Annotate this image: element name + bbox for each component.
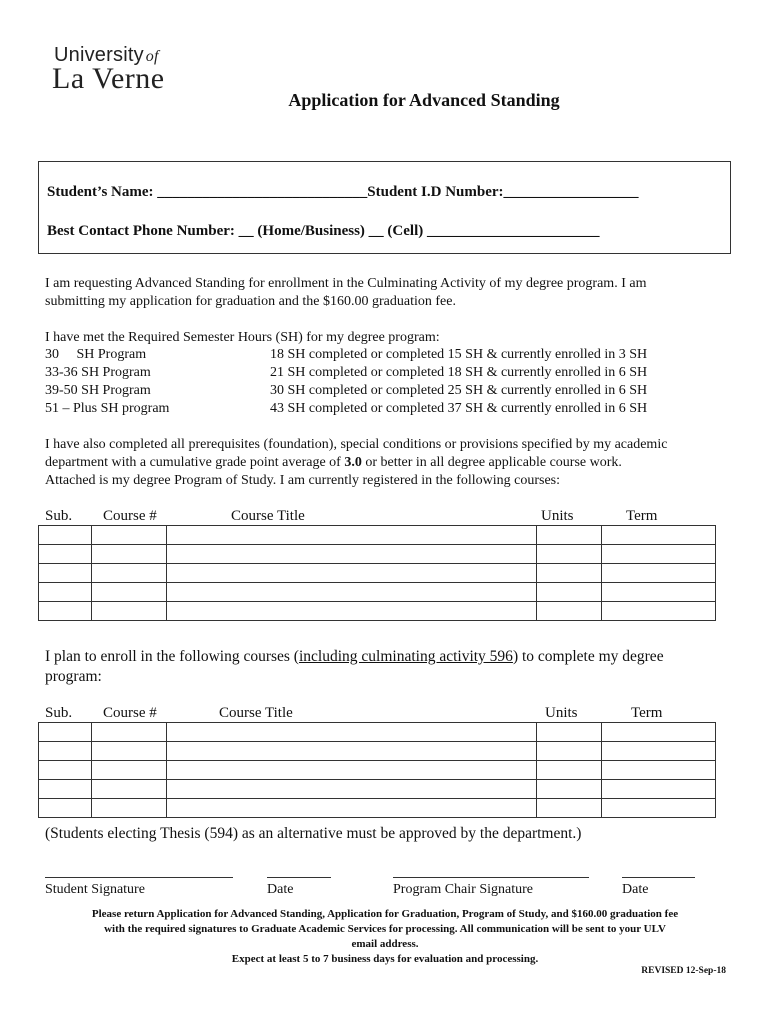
date-label-1: Date xyxy=(267,882,294,897)
date-line-1[interactable] xyxy=(267,877,331,878)
table-cell[interactable] xyxy=(167,761,537,780)
name-id-line xyxy=(47,184,639,201)
table-cell[interactable] xyxy=(167,780,537,799)
notice-line1: Please return Application for Advanced Standing, Application for Graduation, Program of Study, and $160.00 graduation fee xyxy=(91,908,679,920)
current-courses-table xyxy=(38,525,716,621)
notice-line3: email address. xyxy=(351,938,419,950)
table-cell[interactable] xyxy=(537,780,602,799)
table-cell[interactable] xyxy=(602,564,716,583)
sh-program-label: 30 SH Program xyxy=(45,347,147,362)
date-label-2: Date xyxy=(622,882,649,897)
prereq-text-b: or better in all degree applicable course work. xyxy=(361,455,622,470)
prereq-paragraph-line1: I have also completed all prerequisites (foundation), special conditions or provisions specified by my academic xyxy=(45,437,668,452)
date-line-2[interactable] xyxy=(622,877,695,878)
col-course-header: Course # xyxy=(103,508,157,524)
sh-program-desc: 30 SH completed or completed 25 SH & currently enrolled in 6 SH xyxy=(270,383,648,398)
col-units-header: Units xyxy=(541,508,574,524)
table-cell[interactable] xyxy=(537,583,602,602)
table-row xyxy=(39,742,716,761)
table-cell[interactable] xyxy=(537,761,602,780)
table-cell[interactable] xyxy=(167,564,537,583)
col-units-header: Units xyxy=(545,705,578,721)
notice-line2: with the required signatures to Graduate Academic Services for processing. All communication will be sent to your ULV xyxy=(104,923,666,935)
logo-la-verne-text: La Verne xyxy=(52,62,165,95)
culminating-activity-text: including culminating activity 596 xyxy=(298,648,513,665)
table-cell[interactable] xyxy=(39,799,92,818)
table-row xyxy=(39,545,716,564)
col-sub-header: Sub. xyxy=(45,705,73,721)
page-title-text: Application for Advanced Standing xyxy=(288,90,560,110)
student-id-field[interactable]: __________________ xyxy=(503,184,639,200)
table-cell[interactable] xyxy=(167,526,537,545)
table-cell[interactable] xyxy=(39,526,92,545)
table-cell[interactable] xyxy=(602,780,716,799)
revision-date: REVISED 12-Sep-18 xyxy=(641,966,726,976)
table-cell[interactable] xyxy=(167,742,537,761)
sh-program-desc: 21 SH completed or completed 18 SH & currently enrolled in 6 SH xyxy=(270,365,648,380)
table-cell[interactable] xyxy=(39,602,92,621)
table-cell[interactable] xyxy=(39,742,92,761)
request-paragraph-line2: submitting my application for graduation and the $160.00 graduation fee. xyxy=(45,294,456,309)
student-name-label: Student’s Name: xyxy=(47,184,154,200)
table-cell[interactable] xyxy=(537,602,602,621)
table-cell[interactable] xyxy=(537,564,602,583)
student-signature-label: Student Signature xyxy=(45,882,145,897)
plan-paragraph-line1 xyxy=(45,647,664,667)
table-cell[interactable] xyxy=(537,742,602,761)
gpa-value: 3.0 xyxy=(344,455,362,470)
table-cell[interactable] xyxy=(602,742,716,761)
sh-program-label: 39-50 SH Program xyxy=(45,383,151,398)
table-cell[interactable] xyxy=(537,545,602,564)
notice-line4: Expect at least 5 to 7 business days for evaluation and processing. xyxy=(231,953,539,965)
phone-line xyxy=(47,223,600,240)
table-cell[interactable] xyxy=(39,761,92,780)
phone-home-field[interactable]: __ xyxy=(238,223,254,239)
table-cell[interactable] xyxy=(39,780,92,799)
table-row xyxy=(39,761,716,780)
table-row xyxy=(39,723,716,742)
page-title xyxy=(0,90,770,111)
request-paragraph-line1: I am requesting Advanced Standing for enrollment in the Culminating Activity of my degree program. I am xyxy=(45,276,647,291)
col-term-header: Term xyxy=(631,705,663,721)
table-cell[interactable] xyxy=(92,545,167,564)
planned-courses-table xyxy=(38,722,716,818)
thesis-note: (Students electing Thesis (594) as an alternative must be approved by the department.) xyxy=(45,825,582,842)
table-cell[interactable] xyxy=(92,723,167,742)
table-cell[interactable] xyxy=(92,799,167,818)
logo-of-text: of xyxy=(145,48,159,65)
table-cell[interactable] xyxy=(602,799,716,818)
col-sub-header: Sub. xyxy=(45,508,73,524)
table-cell[interactable] xyxy=(92,526,167,545)
plan-text-b: ) to complete my degree xyxy=(512,648,664,665)
student-info-box xyxy=(38,161,731,254)
table-cell[interactable] xyxy=(39,583,92,602)
col-term-header: Term xyxy=(626,508,658,524)
table-cell[interactable] xyxy=(92,583,167,602)
table-cell[interactable] xyxy=(39,723,92,742)
table-row xyxy=(39,526,716,545)
col-title-header: Course Title xyxy=(219,705,293,721)
table-row xyxy=(39,602,716,621)
table-cell[interactable] xyxy=(39,564,92,583)
phone-label: Best Contact Phone Number: xyxy=(47,223,235,239)
table-cell[interactable] xyxy=(92,602,167,621)
table-cell[interactable] xyxy=(167,583,537,602)
student-name-field[interactable]: ____________________________ xyxy=(157,184,368,200)
prereq-text-a: department with a cumulative grade point average of xyxy=(45,455,345,470)
table-cell[interactable] xyxy=(537,723,602,742)
phone-number-field[interactable]: _______________________ xyxy=(427,223,600,239)
student-id-label: Student I.D Number: xyxy=(367,184,504,200)
prereq-paragraph-line3: Attached is my degree Program of Study. I am currently registered in the following courses: xyxy=(45,473,561,488)
logo-university-text: University xyxy=(54,44,144,66)
sh-program-desc: 43 SH completed or completed 37 SH & currently enrolled in 6 SH xyxy=(270,401,648,416)
table-cell[interactable] xyxy=(167,723,537,742)
table-cell[interactable] xyxy=(602,761,716,780)
table-row xyxy=(39,583,716,602)
sh-program-label: 51 – Plus SH program xyxy=(45,401,170,416)
table-cell[interactable] xyxy=(92,742,167,761)
table-cell[interactable] xyxy=(92,780,167,799)
table-cell[interactable] xyxy=(92,761,167,780)
col-title-header: Course Title xyxy=(231,508,305,524)
plan-text-a: I plan to enroll in the following courses ( xyxy=(45,648,299,665)
col-course-header: Course # xyxy=(103,705,157,721)
table-cell[interactable] xyxy=(602,723,716,742)
table-row xyxy=(39,799,716,818)
table-cell[interactable] xyxy=(167,602,537,621)
sh-program-label: 33-36 SH Program xyxy=(45,365,151,380)
table-cell[interactable] xyxy=(537,799,602,818)
home-business-label: (Home/Business) xyxy=(257,223,365,239)
phone-cell-checkbox[interactable]: __ xyxy=(368,223,384,239)
table-cell[interactable] xyxy=(602,602,716,621)
table-row xyxy=(39,780,716,799)
table-cell[interactable] xyxy=(167,545,537,564)
student-signature-line[interactable] xyxy=(45,877,233,878)
table-cell[interactable] xyxy=(167,799,537,818)
table-row xyxy=(39,564,716,583)
plan-paragraph-line2: program: xyxy=(45,668,102,685)
chair-signature-line[interactable] xyxy=(393,877,589,878)
cell-label: (Cell) xyxy=(387,223,424,239)
table-cell[interactable] xyxy=(537,526,602,545)
table-cell[interactable] xyxy=(92,564,167,583)
sh-intro: I have met the Required Semester Hours (SH) for my degree program: xyxy=(45,330,440,345)
table-cell[interactable] xyxy=(39,545,92,564)
table-cell[interactable] xyxy=(602,526,716,545)
sh-program-desc: 18 SH completed or completed 15 SH & currently enrolled in 3 SH xyxy=(270,347,648,362)
chair-signature-label: Program Chair Signature xyxy=(393,882,533,897)
prereq-paragraph-line2 xyxy=(45,454,622,472)
table-cell[interactable] xyxy=(602,583,716,602)
table-cell[interactable] xyxy=(602,545,716,564)
